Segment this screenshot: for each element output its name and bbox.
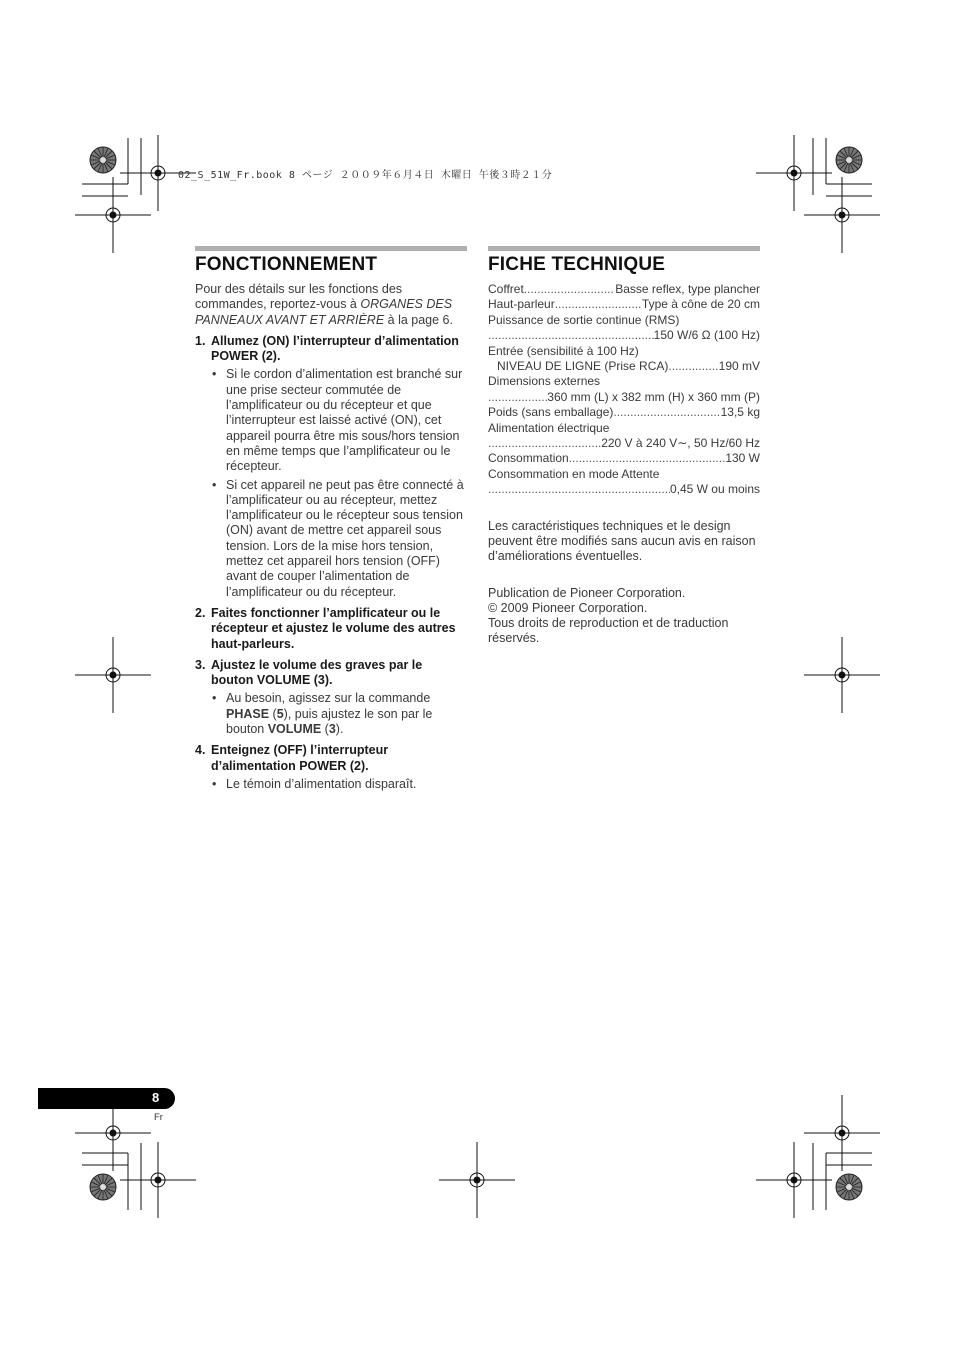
spec-dimensions bbox=[488, 390, 760, 405]
bullet-dot: • bbox=[212, 691, 217, 706]
bullet-dot: • bbox=[212, 367, 217, 382]
step-number: 3. bbox=[195, 657, 206, 672]
bullet-text: ), puis ajustez le son par le bouton bbox=[226, 706, 433, 737]
dot-leader bbox=[613, 405, 720, 420]
bullet-text: Le témoin d’alimentation disparaît. bbox=[226, 776, 417, 791]
spec-puissance bbox=[488, 328, 760, 343]
section-bar bbox=[195, 246, 467, 251]
spec-label: Haut-parleur bbox=[488, 297, 555, 312]
spec-label: Coffret bbox=[488, 282, 524, 296]
list-item bbox=[195, 691, 467, 737]
spec-heading: Consommation en mode Attente bbox=[488, 466, 660, 481]
spec-haut-parleur bbox=[488, 297, 760, 312]
spec-value: 130 W bbox=[725, 451, 760, 466]
spec-value: Type à cône de 20 cm bbox=[641, 297, 760, 312]
section-title: FONCTIONNEMENT bbox=[195, 254, 378, 275]
bullet-text: ( bbox=[321, 722, 329, 737]
fonctionnement-section bbox=[195, 246, 467, 792]
publication-line: Publication de Pioneer Corporation. bbox=[488, 585, 686, 600]
dot-leader bbox=[524, 282, 615, 297]
step-2 bbox=[195, 606, 467, 652]
list-item bbox=[195, 367, 467, 474]
volume-label: VOLUME bbox=[267, 722, 322, 737]
step-number: 2. bbox=[195, 605, 206, 620]
spec-value: Basse reflex, type plancher bbox=[615, 282, 760, 296]
copyright-line: © 2009 Pioneer Corporation. bbox=[488, 600, 648, 615]
intro-text-end: à la page 6. bbox=[384, 312, 453, 327]
spec-value: 360 mm (L) x 382 mm (H) x 360 mm (P) bbox=[547, 389, 760, 404]
phase-label: PHASE bbox=[226, 706, 270, 721]
spec-heading: Entrée (sensibilité à 100 Hz) bbox=[488, 343, 639, 358]
spec-entree bbox=[488, 359, 760, 374]
step-text: Ajustez le volume des graves par le bouton VOLUME (3). bbox=[211, 657, 423, 688]
list-item bbox=[195, 478, 467, 600]
phase-ref: 5 bbox=[276, 706, 284, 721]
list-item bbox=[195, 777, 467, 792]
spec-note: Les caractéristiques techniques et le design peuvent être modifiés sans aucun avis en raison d’améliorations éventuelles. bbox=[488, 518, 756, 564]
intro-text: Pour des détails sur les fonctions des commandes, reportez-vous à bbox=[195, 282, 403, 312]
spec-label: Consommation bbox=[488, 451, 569, 466]
bullet-text: ( bbox=[269, 706, 277, 721]
spacer bbox=[488, 498, 760, 519]
spec-value: 190 mV bbox=[718, 359, 760, 374]
spec-label: Poids (sans emballage) bbox=[488, 405, 614, 420]
step-number: 1. bbox=[195, 333, 206, 348]
dot-leader bbox=[668, 359, 718, 374]
page-language: Fr bbox=[154, 1112, 163, 1123]
volume-ref: 3 bbox=[328, 722, 336, 737]
step-3 bbox=[195, 658, 467, 689]
bullet-text: Au besoin, agissez sur la commande bbox=[226, 691, 431, 706]
step-1 bbox=[195, 334, 467, 365]
spec-value: 150 W/6 Ω (100 Hz) bbox=[653, 328, 760, 343]
spec-heading: Puissance de sortie continue (RMS) bbox=[488, 312, 680, 327]
page-number: 8 bbox=[152, 1090, 160, 1105]
intro-reference: ORGANES DES PANNEAUX AVANT ET ARRIÈRE bbox=[195, 297, 453, 327]
step-number: 4. bbox=[195, 743, 206, 758]
spec-label: NIVEAU DE LIGNE (Prise RCA) bbox=[497, 359, 669, 374]
dot-leader bbox=[488, 390, 547, 405]
spec-coffret bbox=[488, 282, 760, 297]
spec-attente bbox=[488, 482, 760, 497]
step-text: Allumez (ON) l’interrupteur d’alimentation POWER (2). bbox=[211, 333, 459, 364]
dot-leader bbox=[488, 328, 654, 343]
step-text: Faites fonctionner l’amplificateur ou le récepteur et ajustez le volume des autres haut-parleurs. bbox=[211, 605, 456, 651]
spec-value: 220 V à 240 V∼, 50 Hz/60 Hz bbox=[601, 436, 760, 451]
spec-heading: Alimentation électrique bbox=[488, 420, 610, 435]
rights-line: Tous droits de reproduction et de traduction réservés. bbox=[488, 616, 729, 646]
spacer bbox=[488, 565, 760, 586]
section-title: FICHE TECHNIQUE bbox=[488, 254, 666, 275]
step-text: Enteignez (OFF) l’interrupteur d’alimentation POWER (2). bbox=[211, 743, 389, 773]
dot-leader bbox=[488, 482, 670, 497]
spec-value: 13,5 kg bbox=[720, 405, 760, 420]
spec-value: 0,45 W ou moins bbox=[669, 482, 760, 497]
bullet-text: Si cet appareil ne peut pas être connecté à l’amplificateur ou au récepteur, mettez l’amplificateur ou le récepteur sous tension (ON) avant de mettre cet appareil sous tension. Lors de la mise hors tension, mettez cet appareil hors tension (OFF) avant de couper l’alimentation de l’amplificateur ou du récepteur. bbox=[226, 477, 464, 599]
step-4 bbox=[195, 743, 467, 774]
dot-leader bbox=[488, 436, 601, 451]
bullet-text: ). bbox=[335, 722, 344, 737]
bullet-dot: • bbox=[212, 477, 217, 492]
spec-heading: Dimensions externes bbox=[488, 374, 601, 389]
file-header-line: 02_S_51W_Fr.book 8 ページ ２００９年６月４日 木曜日 午後３時２１分 bbox=[178, 170, 553, 181]
bullet-dot: • bbox=[212, 776, 217, 791]
dot-leader bbox=[555, 297, 642, 312]
dot-leader bbox=[569, 451, 726, 466]
intro-paragraph bbox=[195, 282, 467, 328]
spec-consommation bbox=[488, 451, 760, 466]
fiche-technique-section bbox=[488, 246, 760, 647]
bullet-text: Si le cordon d’alimentation est branché sur une prise secteur commutée de l’amplificateur ou du récepteur et que l’interrupteur est laissé activé (ON), cet appareil pourra être mis sous/hors tension en même temps que l’amplificateur ou le récepteur. bbox=[226, 367, 463, 474]
section-bar bbox=[488, 246, 760, 251]
spec-alimentation bbox=[488, 436, 760, 451]
spec-poids bbox=[488, 405, 760, 420]
